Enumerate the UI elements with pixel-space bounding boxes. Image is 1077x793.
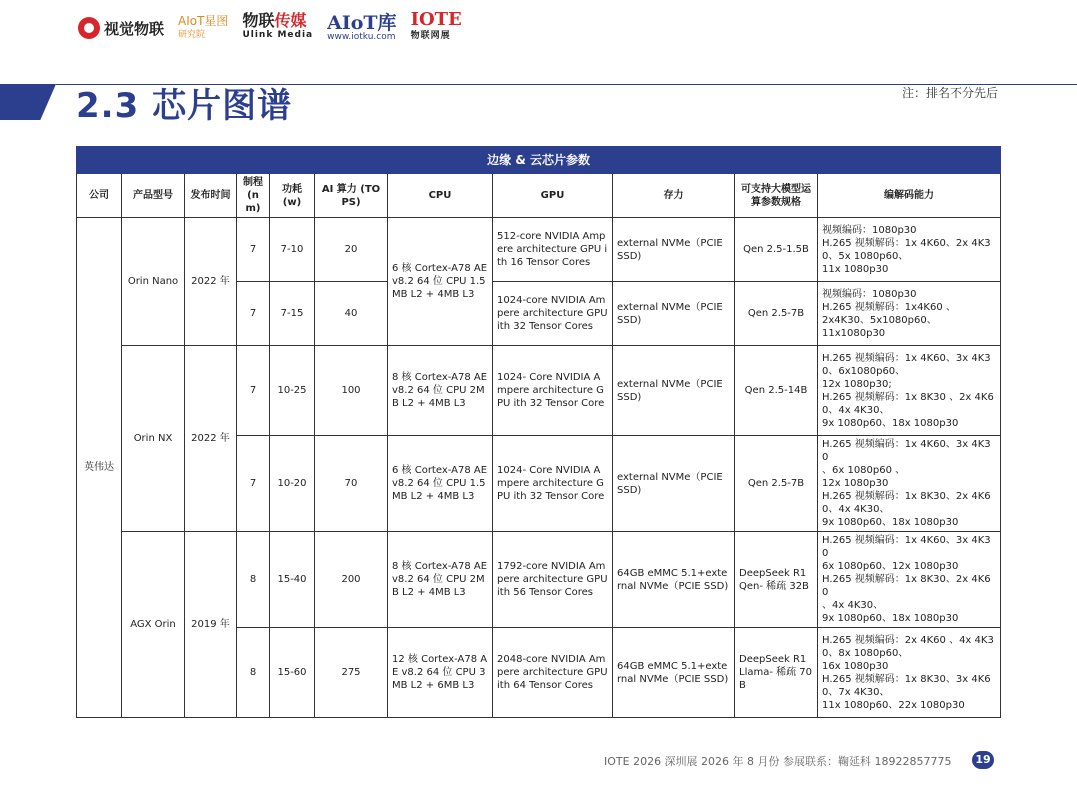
table-row xyxy=(77,346,1001,436)
llm-cell: Qen 2.5-14B xyxy=(735,346,818,436)
codec-cell: H.265 视频编码：1x 4K60、3x 4K30、6x1080p60、 12x 1080p30; H.265 视频解码：1x 8K30 、2x 4K60、4x 4K30、 9x 1080p60、18x 1080p30 xyxy=(818,346,1001,436)
year-cell: 2022 年 xyxy=(185,346,237,532)
gpu-cell: 1024- Core NVIDIA Ampere architecture GPU ith 32 Tensor Core xyxy=(493,346,613,436)
logo-aiotku xyxy=(327,11,397,42)
nm-cell: 7 xyxy=(237,346,270,436)
col-storage: 存力 xyxy=(613,174,735,218)
codec-cell: H.265 视频编码：1x 4K60、3x 4K30 、6x 1080p60 、 12x 1080p30 H.265 视频解码：1x 8K30、2x 4K60、4x 4K30、 9x 1080p60、18x 1080p30 xyxy=(818,436,1001,532)
codec-cell: H.265 视频编码：2x 4K60 、4x 4K30、8x 1080p60、 16x 1080p30 H.265 视频解码：1x 8K30、3x 4K60、7x 4K30、 11x 1080p60、22x 1080p30 xyxy=(818,628,1001,718)
storage-cell: external NVMe（PCIE SSD) xyxy=(613,436,735,532)
col-llm-spec: 可支持大模型运算参数规格 xyxy=(735,174,818,218)
company-cell: 英伟达 xyxy=(77,218,122,718)
logo-shijue xyxy=(78,17,164,39)
header-logos xyxy=(78,10,462,46)
logo-iote xyxy=(410,9,462,44)
year-cell: 2022 年 xyxy=(185,218,237,346)
shijue-logo-icon xyxy=(78,17,100,39)
power-cell: 15-60 xyxy=(270,628,315,718)
gpu-cell: 512-core NVIDIA Ampere architecture GPU ith 16 Tensor Cores xyxy=(493,218,613,282)
codec-cell: 视频编码：1080p30 H.265 视频解码：1x 4K60、2x 4K30、5x 1080p60、 11x 1080p30 xyxy=(818,218,1001,282)
nm-cell: 7 xyxy=(237,282,270,346)
tops-cell: 275 xyxy=(315,628,388,718)
power-cell: 10-20 xyxy=(270,436,315,532)
page-number: 19 xyxy=(972,751,994,769)
logo-aiot-xingtu-sub: 研究院 xyxy=(178,30,206,40)
col-cpu: CPU xyxy=(388,174,493,218)
tops-cell: 100 xyxy=(315,346,388,436)
tops-cell: 20 xyxy=(315,218,388,282)
nm-cell: 7 xyxy=(237,436,270,532)
table-banner-row xyxy=(77,147,1001,174)
logo-iote-text: IOTE xyxy=(410,9,462,30)
llm-cell: Qen 2.5-1.5B xyxy=(735,218,818,282)
footer-contact: IOTE 2026 深圳展 2026 年 8 月份 参展联系：鞠延科 18922857775 xyxy=(604,755,952,768)
gpu-cell: 1024-core NVIDIA Ampere architecture GPU ith 32 Tensor Cores xyxy=(493,282,613,346)
llm-cell: DeepSeek R1 Llama- 稀疏 70B xyxy=(735,628,818,718)
table-row xyxy=(77,218,1001,282)
col-power: 功耗 (w) xyxy=(270,174,315,218)
table-banner: 边缘 & 云芯片参数 xyxy=(77,147,1001,174)
ranking-note: 注：排名不分先后 xyxy=(902,86,999,100)
storage-cell: 64GB eMMC 5.1+external NVMe（PCIE SSD) xyxy=(613,628,735,718)
col-codec: 编解码能力 xyxy=(818,174,1001,218)
gpu-cell: 1024- Core NVIDIA Ampere architecture GPU ith 32 Tensor Core xyxy=(493,436,613,532)
storage-cell: external NVMe（PCIE SSD) xyxy=(613,218,735,282)
cpu-cell: 8 核 Cortex-A78 AE v8.2 64 位 CPU 2MB L2 + 4MB L3 xyxy=(388,532,493,628)
nm-cell: 8 xyxy=(237,628,270,718)
col-ai-tops: AI 算力 (TOPS) xyxy=(315,174,388,218)
year-cell: 2019 年 xyxy=(185,532,237,718)
tops-cell: 70 xyxy=(315,436,388,532)
col-release: 发布时间 xyxy=(185,174,237,218)
model-cell: Orin NX xyxy=(122,346,185,532)
gpu-cell: 1792-core NVIDIA Ampere architecture GPU ith 56 Tensor Cores xyxy=(493,532,613,628)
codec-cell: H.265 视频编码：1x 4K60、3x 4K30 6x 1080p60、12x 1080p30 H.265 视频解码：1x 8K30、2x 4K60 、4x 4K30、 9x 1080p60、18x 1080p30 xyxy=(818,532,1001,628)
nm-cell: 7 xyxy=(237,218,270,282)
logo-ulink-text xyxy=(242,13,306,28)
title-accent-bar xyxy=(0,84,56,120)
power-cell: 15-40 xyxy=(270,532,315,628)
cpu-cell: 8 核 Cortex-A78 AE v8.2 64 位 CPU 2MB L2 + 4MB L3 xyxy=(388,346,493,436)
llm-cell: Qen 2.5-7B xyxy=(735,436,818,532)
cpu-cell: 12 核 Cortex-A78 AE v8.2 64 位 CPU 3MB L2 + 6MB L3 xyxy=(388,628,493,718)
llm-cell: DeepSeek R1 Qen- 稀疏 32B xyxy=(735,532,818,628)
cpu-cell: 6 核 Cortex-A78 AE v8.2 64 位 CPU 1.5MB L2 + 4MB L3 xyxy=(388,436,493,532)
model-cell: Orin Nano xyxy=(122,218,185,346)
logo-ulink-media xyxy=(242,13,313,43)
logo-aiotku-text: AIoT库 xyxy=(327,11,397,34)
table-row xyxy=(77,532,1001,628)
logo-aiot-xingtu-text: AIoT星图 xyxy=(178,14,229,28)
logo-iote-sub: 物联网展 xyxy=(410,31,451,41)
page-title: 2.3 芯片图谱 xyxy=(76,86,293,126)
col-process: 制程 (nm) xyxy=(237,174,270,218)
power-cell: 7-15 xyxy=(270,282,315,346)
col-company: 公司 xyxy=(77,174,122,218)
logo-aiotku-sub: www.iotku.com xyxy=(327,31,396,42)
nm-cell: 8 xyxy=(237,532,270,628)
chip-spec-table xyxy=(76,146,1001,718)
llm-cell: Qen 2.5-7B xyxy=(735,282,818,346)
cpu-cell: 6 核 Cortex-A78 AE v8.2 64 位 CPU 1.5MB L2 + 4MB L3 xyxy=(388,218,493,346)
power-cell: 10-25 xyxy=(270,346,315,436)
storage-cell: external NVMe（PCIE SSD) xyxy=(613,282,735,346)
codec-cell: 视频编码：1080p30 H.265 视频解码：1x4K60 、 2x4K30、5x1080p60、 11x1080p30 xyxy=(818,282,1001,346)
logo-ulink-text-b: 传媒 xyxy=(274,11,307,30)
logo-ulink-sub: Ulink Media xyxy=(242,30,314,40)
table-header-row xyxy=(77,174,1001,218)
model-cell: AGX Orin xyxy=(122,532,185,718)
logo-aiot-xingtu xyxy=(178,14,228,42)
col-gpu: GPU xyxy=(493,174,613,218)
gpu-cell: 2048-core NVIDIA Ampere architecture GPU ith 64 Tensor Cores xyxy=(493,628,613,718)
power-cell: 7-10 xyxy=(270,218,315,282)
logo-ulink-text-a: 物联 xyxy=(242,11,275,30)
col-model: 产品型号 xyxy=(122,174,185,218)
logo-shijue-text: 视觉物联 xyxy=(104,19,165,38)
tops-cell: 200 xyxy=(315,532,388,628)
storage-cell: external NVMe（PCIE SSD) xyxy=(613,346,735,436)
tops-cell: 40 xyxy=(315,282,388,346)
storage-cell: 64GB eMMC 5.1+external NVMe（PCIE SSD) xyxy=(613,532,735,628)
